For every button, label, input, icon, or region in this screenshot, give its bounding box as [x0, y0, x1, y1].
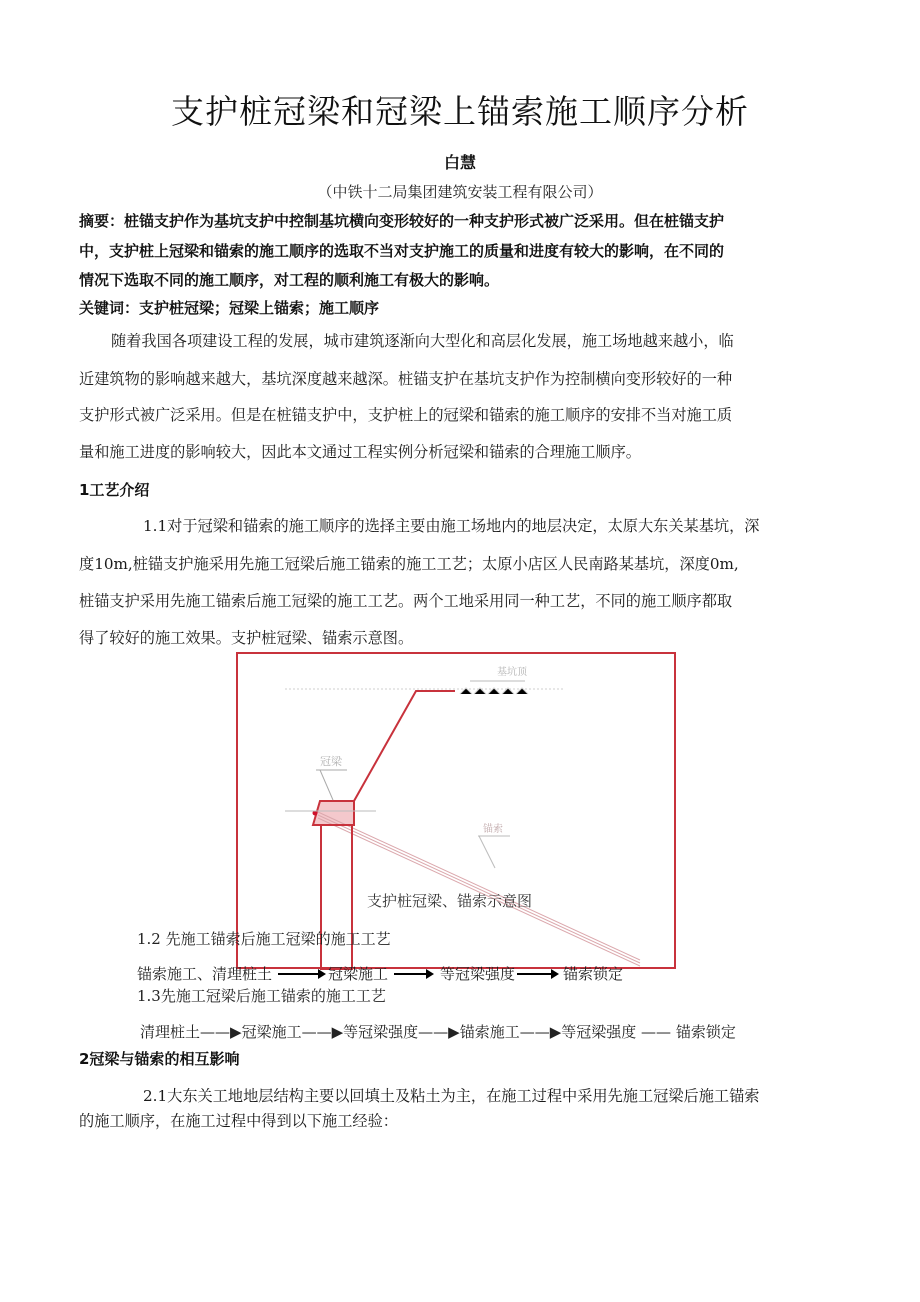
- subsection-1-2-heading: 1.2 先施工锚索后施工冠梁的施工工艺: [137, 930, 391, 948]
- author-affiliation: （中铁十二局集团建筑安装工程有限公司）: [317, 183, 603, 201]
- arrow-right-icon: ——▶: [301, 1023, 344, 1041]
- flow-step: 锚索锁定: [675, 1023, 736, 1041]
- label-anchor: 锚索: [483, 824, 503, 835]
- abstract-line: 中，支护桩上冠梁和锚索的施工顺序的选取不当对支护施工的质量和进度有较大的影响，在不同的: [79, 242, 725, 260]
- flow-step: 等冠梁强度: [343, 1023, 419, 1041]
- section1-paragraph-line: 得了较好的施工效果。支护桩冠梁、锚索示意图。: [79, 629, 414, 647]
- section1-paragraph-line: 1.1对于冠梁和锚索的施工顺序的选择主要由施工场地内的地层决定，太原大东关某基坑，深: [143, 517, 760, 535]
- section-heading-1: 1工艺介绍: [79, 481, 150, 499]
- process-flow-1-3: [140, 1021, 736, 1042]
- flow-step: 等冠梁强度: [561, 1023, 637, 1041]
- flow-step: 冠梁施工: [328, 965, 389, 983]
- keywords: 关键词：支护桩冠梁；冠梁上锚索；施工顺序: [79, 299, 380, 317]
- author-name: 白慧: [443, 153, 476, 172]
- arrow-right-icon: ——▶: [519, 1023, 562, 1041]
- arrow-right-icon: ——▶: [200, 1023, 242, 1041]
- section1-paragraph-line: 度10m,桩锚支护施采用先施工冠梁后施工锚索的施工工艺；太原小店区人民南路某基坑，深度0m,: [79, 555, 739, 573]
- section1-paragraph-line: 桩锚支护采用先施工锚索后施工冠梁的施工工艺。两个工地采用同一种工艺，不同的施工顺序都取: [79, 592, 733, 610]
- arrow-right-icon: [517, 973, 553, 975]
- section2-paragraph-line: 2.1大东关工地地层结构主要以回填土及粘土为主，在施工过程中采用先施工冠梁后施工锚索: [143, 1087, 760, 1105]
- figure-caption: 支护桩冠梁、锚索示意图: [367, 892, 533, 910]
- label-pit-top: 基坑顶: [497, 667, 527, 678]
- process-flow-1-2: [137, 963, 623, 984]
- flow-step: 锚索锁定: [563, 965, 624, 983]
- intro-line: 量和施工进度的影响较大，因此本文通过工程实例分析冠梁和锚索的合理施工顺序。: [79, 443, 641, 461]
- section2-paragraph-line: 的施工顺序，在施工过程中得到以下施工经验：: [79, 1112, 398, 1130]
- abstract-line: 情况下选取不同的施工顺序，对工程的顺利施工有极大的影响。: [79, 271, 500, 289]
- document-title: 支护桩冠梁和冠梁上锚索施工顺序分析: [171, 92, 749, 131]
- flow-step: 清理桩土: [140, 1023, 201, 1041]
- flow-step: 锚索施工、清理桩土: [137, 965, 273, 983]
- intro-line: 随着我国各项建设工程的发展，城市建筑逐渐向大型化和高层化发展，施工场地越来越小，临: [111, 332, 734, 350]
- subsection-1-3-heading: 1.3先施工冠梁后施工锚索的施工工艺: [137, 987, 386, 1005]
- label-crown-beam: 冠梁: [320, 755, 342, 768]
- abstract-line: 摘要：桩锚支护作为基坑支护中控制基坑横向变形较好的一种支护形式被广泛采用。但在桩锚支护: [79, 212, 725, 230]
- flow-step: 等冠梁强度: [440, 965, 516, 983]
- flow-step: 锚索施工: [459, 1023, 520, 1041]
- arrow-right-icon: [278, 973, 320, 975]
- intro-line: 支护形式被广泛采用。但是在桩锚支护中，支护桩上的冠梁和锚索的施工顺序的安排不当对施工质: [79, 406, 733, 424]
- arrow-right-icon: ——▶: [418, 1023, 460, 1041]
- dash-connector: ——: [636, 1023, 676, 1041]
- intro-line: 近建筑物的影响越来越大，基坑深度越来越深。桩锚支护在基坑支护作为控制横向变形较好的一种: [79, 370, 733, 388]
- section-heading-2: 2冠梁与锚索的相互影响: [79, 1050, 240, 1068]
- arrow-right-icon: [394, 973, 428, 975]
- flow-step: 冠梁施工: [241, 1023, 302, 1041]
